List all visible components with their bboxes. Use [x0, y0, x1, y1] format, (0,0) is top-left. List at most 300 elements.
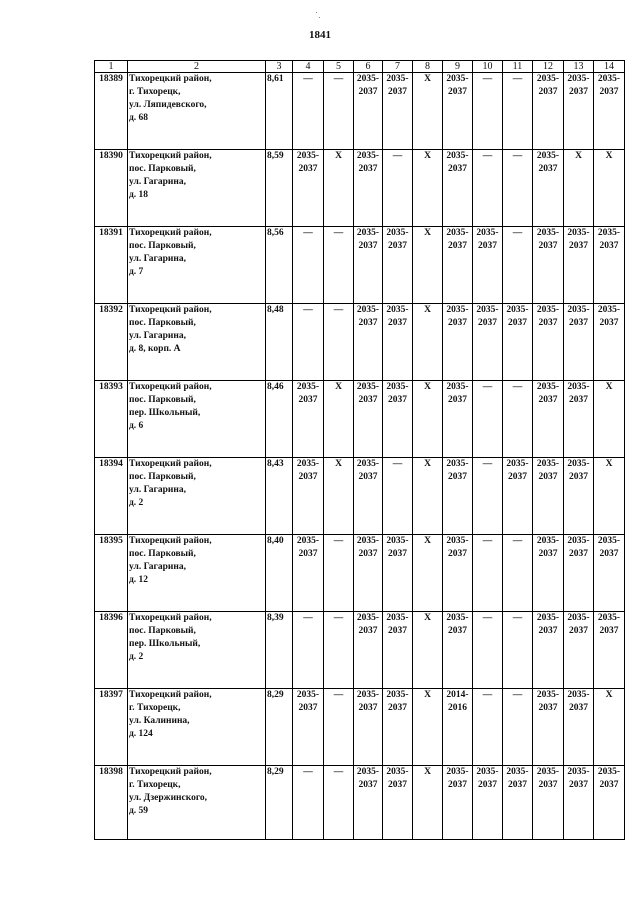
record-number: 18397	[95, 689, 128, 766]
schedule-text: 2035-	[536, 613, 560, 623]
record-number: 18395	[95, 535, 128, 612]
schedule-cell	[503, 766, 533, 840]
schedule-text: 2037	[358, 780, 378, 790]
schedule-cell	[324, 535, 354, 612]
schedule-text: 2037	[448, 241, 467, 251]
schedule-text: 2035-	[386, 74, 409, 84]
schedule-cell	[594, 458, 625, 535]
record-number: 18392	[95, 304, 128, 381]
address-cell	[128, 689, 266, 766]
schedule-cell	[533, 612, 564, 689]
address-line: г. Тихорецк,	[129, 87, 181, 97]
schedule-cell	[383, 304, 413, 381]
schedule-text: 2037	[448, 780, 467, 790]
record-number: 18396	[95, 612, 128, 689]
schedule-text: 2037	[298, 703, 318, 713]
schedule-cell	[324, 227, 354, 304]
column-number: 10	[473, 61, 503, 73]
schedule-cell	[503, 304, 533, 381]
schedule-text: 2037	[358, 87, 378, 97]
schedule-cell	[473, 73, 503, 150]
schedule-cell	[473, 227, 503, 304]
schedule-text: X	[424, 151, 431, 161]
table-row	[95, 73, 625, 150]
schedule-text: —	[482, 613, 493, 623]
address-line: пос. Парковый,	[129, 472, 196, 482]
schedule-cell	[413, 150, 443, 227]
schedule-text: —	[333, 767, 344, 777]
schedule-cell	[564, 150, 594, 227]
schedule-cell	[594, 766, 625, 840]
address-line: Тихорецкий район,	[129, 151, 212, 161]
address-line: д. 2	[129, 498, 144, 508]
schedule-cell	[413, 73, 443, 150]
schedule-cell	[443, 150, 473, 227]
schedule-cell	[564, 73, 594, 150]
schedule-text: 2037	[358, 472, 378, 482]
schedule-cell	[293, 766, 324, 840]
schedule-text: X	[575, 151, 582, 161]
schedule-text: 2035-	[296, 151, 320, 161]
table-row	[95, 227, 625, 304]
schedule-text: 2035-	[296, 690, 320, 700]
schedule-cell	[413, 535, 443, 612]
schedule-cell	[413, 689, 443, 766]
schedule-text: 2035-	[446, 151, 469, 161]
schedule-cell	[533, 689, 564, 766]
address-cell	[128, 381, 266, 458]
schedule-text: 2035-	[536, 536, 560, 546]
schedule-text: —	[333, 228, 344, 238]
schedule-text: 2035-	[567, 459, 590, 469]
schedule-text: 2037	[478, 780, 497, 790]
schedule-text: —	[482, 459, 493, 469]
schedule-cell	[564, 381, 594, 458]
schedule-text: —	[303, 767, 313, 777]
schedule-text: —	[482, 151, 493, 161]
schedule-cell	[594, 150, 625, 227]
schedule-cell	[324, 766, 354, 840]
schedule-text: 2037	[388, 318, 407, 328]
address-line: ул. Гагарина,	[129, 331, 186, 341]
schedule-text: 2035-	[386, 382, 409, 392]
address-line: ул. Гагарина,	[129, 485, 186, 495]
address-line: Тихорецкий район,	[129, 767, 212, 777]
schedule-text: 2035-	[296, 459, 320, 469]
schedule-text: —	[333, 305, 344, 315]
address-line: д. 68	[129, 113, 149, 123]
address-line: д. 124	[129, 729, 153, 739]
schedule-cell	[533, 381, 564, 458]
register-body	[95, 73, 625, 840]
schedule-cell	[383, 766, 413, 840]
column-number-row	[95, 61, 625, 73]
schedule-cell	[354, 73, 383, 150]
address-line: Тихорецкий район,	[129, 305, 212, 315]
schedule-cell	[293, 381, 324, 458]
schedule-cell	[324, 304, 354, 381]
schedule-text: X	[605, 459, 613, 469]
schedule-cell	[473, 458, 503, 535]
schedule-text: 2035-	[536, 305, 560, 315]
schedule-text: —	[482, 536, 493, 546]
address-cell	[128, 150, 266, 227]
record-number: 18389	[95, 73, 128, 150]
schedule-cell	[594, 689, 625, 766]
schedule-text: 2037	[538, 87, 558, 97]
record-number: 18394	[95, 458, 128, 535]
record-number: 18390	[95, 150, 128, 227]
schedule-text: 2037	[538, 626, 558, 636]
schedule-text: 2037	[388, 780, 407, 790]
schedule-text: 2037	[358, 549, 378, 559]
schedule-cell	[354, 381, 383, 458]
schedule-cell	[413, 766, 443, 840]
schedule-text: 2035-	[446, 767, 469, 777]
schedule-text: 2037	[358, 626, 378, 636]
schedule-cell	[533, 535, 564, 612]
schedule-text: —	[482, 382, 493, 392]
schedule-cell	[533, 766, 564, 840]
schedule-text: X	[424, 613, 431, 623]
record-number: 18398	[95, 766, 128, 840]
schedule-cell	[293, 458, 324, 535]
schedule-text: 2035-	[506, 305, 529, 315]
scan-speck	[316, 12, 317, 13]
schedule-text: 2035-	[296, 382, 320, 392]
schedule-cell	[594, 535, 625, 612]
schedule-cell	[533, 458, 564, 535]
schedule-text: 2037	[599, 626, 619, 636]
schedule-text: 2035-	[446, 382, 469, 392]
address-line: г. Тихорецк,	[129, 780, 181, 790]
schedule-text: 2035-	[597, 613, 621, 623]
table-row	[95, 535, 625, 612]
schedule-cell	[383, 227, 413, 304]
address-cell	[128, 458, 266, 535]
schedule-text: 2037	[538, 472, 558, 482]
schedule-text: 2037	[358, 241, 378, 251]
schedule-text: 2035-	[296, 536, 320, 546]
schedule-text: —	[512, 228, 523, 238]
schedule-text: X	[335, 459, 342, 469]
column-number: 13	[564, 61, 594, 73]
schedule-text: 2037	[569, 241, 588, 251]
value-cell: 8,43	[266, 458, 293, 535]
schedule-text: 2037	[569, 87, 588, 97]
column-number: 11	[503, 61, 533, 73]
schedule-text: 2035-	[567, 228, 590, 238]
schedule-text: —	[392, 151, 403, 161]
value-cell: 8,48	[266, 304, 293, 381]
schedule-text: 2035-	[386, 690, 409, 700]
schedule-cell	[413, 381, 443, 458]
schedule-text: 2037	[538, 241, 558, 251]
schedule-cell	[473, 150, 503, 227]
column-number: 12	[533, 61, 564, 73]
schedule-text: 2037	[448, 395, 467, 405]
schedule-text: X	[335, 382, 342, 392]
schedule-text: 2037	[599, 87, 619, 97]
schedule-cell	[293, 304, 324, 381]
column-number: 2	[128, 61, 266, 73]
schedule-text: —	[303, 228, 313, 238]
schedule-text: 2035-	[356, 305, 380, 315]
schedule-cell	[564, 227, 594, 304]
schedule-text: 2037	[538, 164, 558, 174]
schedule-cell	[354, 458, 383, 535]
schedule-text: 2035-	[536, 74, 560, 84]
schedule-text: 2037	[538, 780, 558, 790]
schedule-cell	[324, 612, 354, 689]
schedule-text: 2037	[298, 472, 318, 482]
address-line: Тихорецкий район,	[129, 74, 212, 84]
schedule-cell	[503, 458, 533, 535]
address-line: ул. Гагарина,	[129, 177, 186, 187]
schedule-cell	[383, 458, 413, 535]
schedule-cell	[324, 689, 354, 766]
address-line: д. 8, корп. А	[129, 344, 181, 354]
schedule-cell	[473, 612, 503, 689]
address-line: Тихорецкий район,	[129, 613, 212, 623]
schedule-cell	[443, 381, 473, 458]
schedule-text: 2037	[448, 472, 467, 482]
schedule-text: X	[424, 536, 431, 546]
schedule-text: 2035-	[536, 151, 560, 161]
schedule-text: 2037	[358, 164, 378, 174]
schedule-text: X	[605, 151, 613, 161]
schedule-cell	[443, 304, 473, 381]
schedule-cell	[383, 689, 413, 766]
schedule-cell	[383, 150, 413, 227]
schedule-text: —	[482, 74, 493, 84]
schedule-cell	[473, 689, 503, 766]
schedule-text: —	[333, 690, 344, 700]
column-number: 5	[324, 61, 354, 73]
schedule-text: 2035-	[446, 74, 469, 84]
address-line: пер. Школьный,	[129, 639, 201, 649]
schedule-text: 2037	[569, 472, 588, 482]
address-cell	[128, 612, 266, 689]
schedule-text: 2037	[298, 164, 318, 174]
schedule-text: —	[303, 74, 313, 84]
value-cell: 8,40	[266, 535, 293, 612]
schedule-cell	[564, 689, 594, 766]
schedule-cell	[473, 766, 503, 840]
schedule-cell	[564, 458, 594, 535]
schedule-text: 2035-	[567, 613, 590, 623]
schedule-text: 2014-	[446, 690, 469, 700]
schedule-text: 2037	[358, 703, 378, 713]
column-number: 9	[443, 61, 473, 73]
schedule-cell	[354, 612, 383, 689]
schedule-text: 2037	[478, 318, 497, 328]
address-line: пос. Парковый,	[129, 318, 196, 328]
schedule-cell	[594, 227, 625, 304]
schedule-cell	[443, 535, 473, 612]
schedule-text: 2035-	[356, 151, 380, 161]
address-line: д. 7	[129, 267, 144, 277]
schedule-text: 2035-	[567, 74, 590, 84]
schedule-cell	[533, 73, 564, 150]
address-line: ул. Гагарина,	[129, 254, 186, 264]
schedule-cell	[594, 73, 625, 150]
schedule-text: 2037	[298, 395, 318, 405]
schedule-text: 2035-	[356, 74, 380, 84]
schedule-text: —	[333, 536, 344, 546]
schedule-text: 2035-	[356, 382, 380, 392]
schedule-cell	[354, 150, 383, 227]
schedule-text: 2035-	[356, 613, 380, 623]
value-cell: 8,29	[266, 766, 293, 840]
schedule-cell	[413, 458, 443, 535]
schedule-text: 2035-	[446, 305, 469, 315]
schedule-cell	[564, 612, 594, 689]
schedule-cell	[564, 304, 594, 381]
schedule-text: —	[303, 305, 313, 315]
schedule-text: 2035-	[476, 305, 499, 315]
schedule-cell	[503, 150, 533, 227]
page-number: 1841	[309, 29, 331, 41]
schedule-text: 2035-	[597, 767, 621, 777]
schedule-cell	[354, 766, 383, 840]
schedule-text: 2035-	[506, 459, 529, 469]
address-cell	[128, 766, 266, 840]
address-line: Тихорецкий район,	[129, 228, 212, 238]
address-line: д. 59	[129, 806, 149, 816]
address-line: Тихорецкий район,	[129, 382, 212, 392]
schedule-text: 2035-	[356, 767, 380, 777]
table-row	[95, 150, 625, 227]
schedule-cell	[413, 304, 443, 381]
address-line: пос. Парковый,	[129, 626, 196, 636]
schedule-text: 2037	[569, 549, 588, 559]
schedule-text: 2035-	[446, 613, 469, 623]
schedule-text: 2035-	[597, 536, 621, 546]
schedule-cell	[503, 689, 533, 766]
schedule-cell	[533, 304, 564, 381]
schedule-cell	[324, 150, 354, 227]
table-row	[95, 689, 625, 766]
address-cell	[128, 304, 266, 381]
schedule-text: 2037	[388, 87, 407, 97]
schedule-text: 2037	[538, 318, 558, 328]
register-table	[94, 60, 625, 840]
schedule-cell	[354, 689, 383, 766]
schedule-text: —	[512, 536, 523, 546]
schedule-text: 2016	[448, 703, 467, 713]
schedule-text: 2035-	[567, 382, 590, 392]
address-line: пос. Парковый,	[129, 164, 196, 174]
schedule-text: 2037	[388, 395, 407, 405]
schedule-text: 2037	[448, 626, 467, 636]
schedule-cell	[293, 227, 324, 304]
address-line: г. Тихорецк,	[129, 703, 181, 713]
schedule-text: 2035-	[386, 613, 409, 623]
schedule-text: 2035-	[597, 305, 621, 315]
schedule-cell	[293, 73, 324, 150]
schedule-text: —	[482, 690, 493, 700]
column-number: 7	[383, 61, 413, 73]
schedule-cell	[503, 227, 533, 304]
table-row	[95, 766, 625, 840]
schedule-cell	[503, 73, 533, 150]
schedule-text: 2035-	[356, 690, 380, 700]
schedule-text: 2035-	[386, 305, 409, 315]
schedule-cell	[443, 227, 473, 304]
schedule-text: —	[392, 459, 403, 469]
schedule-text: 2037	[448, 549, 467, 559]
schedule-cell	[533, 150, 564, 227]
schedule-cell	[383, 535, 413, 612]
schedule-cell	[443, 766, 473, 840]
schedule-cell	[293, 689, 324, 766]
schedule-text: 2037	[599, 780, 619, 790]
schedule-text: 2037	[388, 549, 407, 559]
schedule-text: X	[424, 74, 431, 84]
schedule-cell	[354, 304, 383, 381]
schedule-text: 2037	[538, 549, 558, 559]
schedule-cell	[503, 381, 533, 458]
address-line: пос. Парковый,	[129, 549, 196, 559]
schedule-text: X	[424, 690, 431, 700]
schedule-text: 2037	[599, 549, 619, 559]
schedule-text: 2035-	[597, 74, 621, 84]
table-row	[95, 458, 625, 535]
schedule-cell	[594, 304, 625, 381]
address-line: пер. Школьный,	[129, 408, 201, 418]
schedule-cell	[413, 227, 443, 304]
schedule-cell	[293, 612, 324, 689]
schedule-text: 2035-	[356, 459, 380, 469]
schedule-text: 2035-	[567, 305, 590, 315]
schedule-cell	[473, 304, 503, 381]
schedule-text: 2037	[298, 549, 318, 559]
schedule-cell	[293, 535, 324, 612]
schedule-text: 2037	[569, 626, 588, 636]
schedule-cell	[594, 381, 625, 458]
schedule-text: 2035-	[536, 382, 560, 392]
schedule-text: 2035-	[536, 690, 560, 700]
address-line: ул. Ляпидевского,	[129, 100, 207, 110]
schedule-text: 2037	[508, 318, 527, 328]
schedule-text: 2037	[569, 703, 588, 713]
table-row	[95, 304, 625, 381]
value-cell: 8,29	[266, 689, 293, 766]
schedule-text: X	[335, 151, 342, 161]
schedule-text: 2037	[569, 318, 588, 328]
schedule-cell	[594, 612, 625, 689]
schedule-text: —	[333, 613, 344, 623]
record-number: 18391	[95, 227, 128, 304]
schedule-text: 2035-	[446, 459, 469, 469]
value-cell: 8,56	[266, 227, 293, 304]
schedule-text: 2035-	[476, 767, 499, 777]
schedule-text: 2037	[508, 472, 527, 482]
address-line: д. 2	[129, 652, 144, 662]
value-cell: 8,39	[266, 612, 293, 689]
schedule-text: 2035-	[356, 536, 380, 546]
schedule-text: 2037	[358, 395, 378, 405]
schedule-cell	[564, 766, 594, 840]
schedule-text: 2035-	[567, 767, 590, 777]
schedule-text: 2035-	[536, 459, 560, 469]
schedule-cell	[503, 535, 533, 612]
schedule-text: —	[512, 690, 523, 700]
schedule-text: 2035-	[567, 536, 590, 546]
address-line: ул. Калинина,	[129, 716, 190, 726]
schedule-text: 2035-	[446, 228, 469, 238]
